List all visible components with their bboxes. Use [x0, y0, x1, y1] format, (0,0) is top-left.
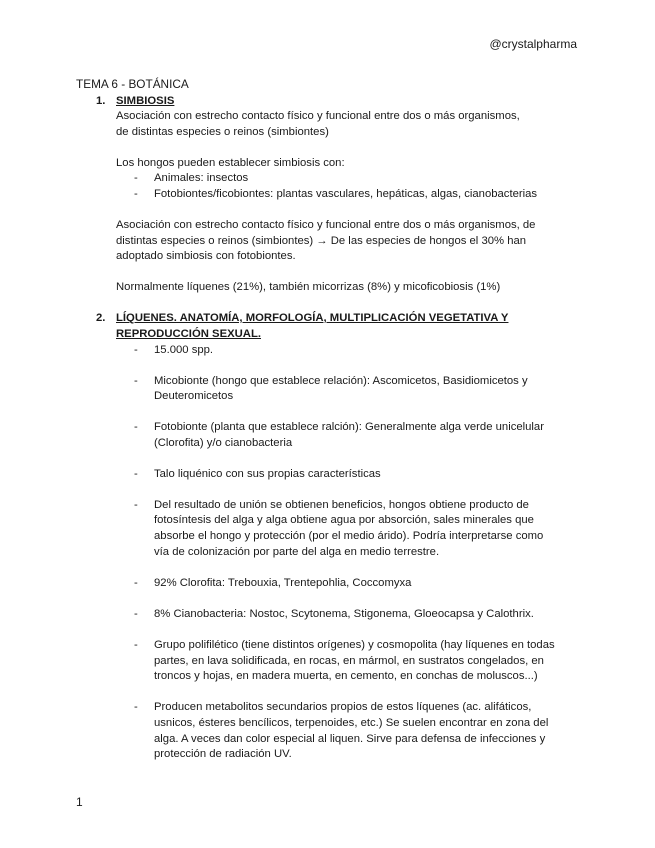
- s2-bullet-5-line1: Del resultado de unión se obtienen beneficios, hongos obtiene producto de: [154, 499, 529, 511]
- s2-bullet-5-line2: fotosíntesis del alga y alga obtiene agua por absorción, sales minerales que: [154, 514, 534, 526]
- s2-bullet-9-line2: usnicos, ésteres bencílicos, terpenoides, etc.) Se suelen encontrar en zona del: [154, 717, 549, 729]
- s2-bullet-1-line1: 15.000 spp.: [154, 344, 214, 356]
- header-handle: @crystalpharma: [489, 37, 577, 51]
- s2-bullet-9-line1: Producen metabolitos secundarios propios de estos líquenes (ac. alifáticos,: [154, 701, 532, 713]
- s2-bullet-5-line4: vía de colonización por parte del alga en medio terrestre.: [154, 546, 440, 558]
- page-number: 1: [76, 795, 83, 809]
- bullet-dash: -: [134, 344, 138, 356]
- s2-bullet-8-line2: partes, en lava solidificada, en rocas, en mármol, en sustratos congelados, en: [154, 655, 544, 667]
- s2-bullet-3-line1: Fotobionte (planta que establece ralción): Generalmente alga verde unicelular: [154, 421, 544, 433]
- s2-bullet-9-line3: alga. A veces dan color especial al liquen. Sirve para defensa de infecciones y: [154, 733, 546, 745]
- s2-bullet-9-line4: protección de radiación UV.: [154, 748, 292, 760]
- document-title: TEMA 6 - BOTÁNICA: [76, 77, 189, 91]
- bullet-dash: -: [134, 577, 138, 589]
- s2-bullet-8-line3: troncos y hojas, en madera muerta, en cemento, en conchas de moluscos...): [154, 670, 538, 682]
- s1-para3-line1: Asociación con estrecho contacto físico y funcional entre dos o más organismos, de: [116, 219, 536, 231]
- s2-bullet-2-line1: Micobionte (hongo que establece relación): Ascomicetos, Basidiomicetos y: [154, 375, 528, 387]
- s1-para4: Normalmente líquenes (21%), también micorrizas (8%) y micoficobiosis (1%): [116, 281, 501, 293]
- s2-bullet-7-line1: 8% Cianobacteria: Nostoc, Scytonema, Stigonema, Gloeocapsa y Calothrix.: [154, 608, 534, 620]
- s1-para1-line1: Asociación con estrecho contacto físico y funcional entre dos o más organismos,: [116, 110, 520, 122]
- s2-bullet-3-line2: (Clorofita) y/o cianobacteria: [154, 437, 293, 449]
- s2-bullet-2-line2: Deuteromicetos: [154, 390, 234, 402]
- bullet-dash: -: [134, 421, 138, 433]
- bullet-dash: -: [134, 499, 138, 511]
- s1-para1-line2: de distintas especies o reinos (simbiontes): [116, 126, 329, 138]
- bullet-dash: -: [134, 468, 138, 480]
- s1-bullet-2: Fotobiontes/ficobiontes: plantas vasculares, hepáticas, algas, cianobacterias: [154, 188, 538, 200]
- section-2-number: 2.: [96, 312, 106, 324]
- section-1-number: 1.: [96, 95, 106, 107]
- bullet-dash: -: [134, 172, 138, 184]
- s1-para3-line2: distintas especies o reinos (simbiontes) → De las especies de hongos el 30% han: [116, 235, 527, 247]
- s1-bullet-1: Animales: insectos: [154, 172, 249, 184]
- section-2-title-line1: LÍQUENES. ANATOMÍA, MORFOLOGÍA, MULTIPLICACIÓN VEGETATIVA Y: [116, 312, 509, 324]
- s1-para3-line3: adoptado simbiosis con fotobiontes.: [116, 250, 296, 262]
- s1-para2: Los hongos pueden establecer simbiosis con:: [116, 157, 345, 169]
- section-1-title: SIMBIOSIS: [116, 95, 175, 107]
- bullet-dash: -: [134, 188, 138, 200]
- bullet-dash: -: [134, 701, 138, 713]
- bullet-dash: -: [134, 639, 138, 651]
- section-2-title-line2: REPRODUCCIÓN SEXUAL.: [116, 328, 261, 340]
- bullet-dash: -: [134, 375, 138, 387]
- bullet-dash: -: [134, 608, 138, 620]
- s2-bullet-4-line1: Talo liquénico con sus propias características: [154, 468, 381, 480]
- s2-bullet-6-line1: 92% Clorofita: Trebouxia, Trentepohlia, Coccomyxa: [154, 577, 412, 589]
- s2-bullet-5-line3: absorbe el hongo y protección (por el medio árido). Podría interpretarse como: [154, 530, 544, 542]
- s2-bullet-8-line1: Grupo polifilético (tiene distintos orígenes) y cosmopolita (hay líquenes en todas: [154, 639, 555, 651]
